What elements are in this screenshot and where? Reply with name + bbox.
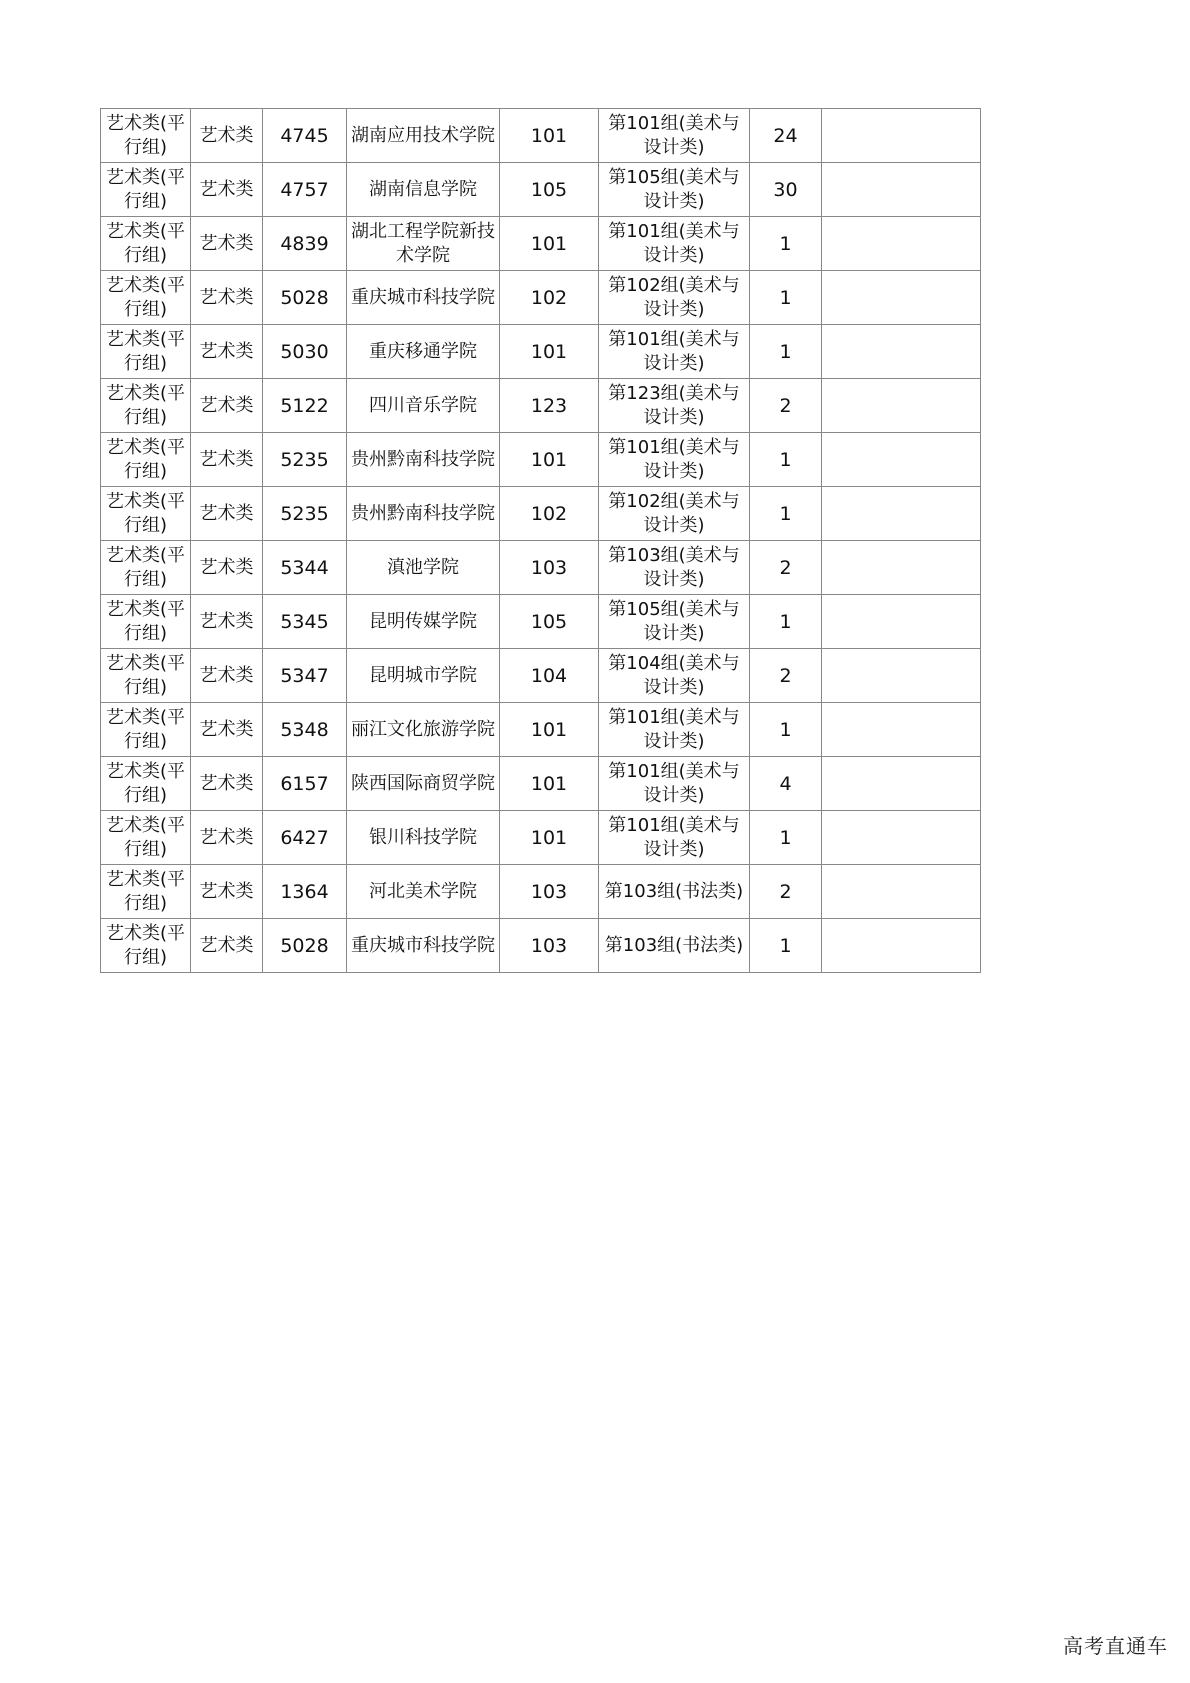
category-cell: 艺术类(平行组) (101, 163, 191, 217)
group-name-cell: 第101组(美术与设计类) (599, 217, 750, 271)
table-row (101, 865, 981, 919)
count-cell: 1 (750, 919, 822, 973)
count-cell: 1 (750, 703, 822, 757)
school-code-cell: 4839 (263, 217, 347, 271)
category-cell: 艺术类(平行组) (101, 757, 191, 811)
category-cell: 艺术类(平行组) (101, 487, 191, 541)
table-row (101, 379, 981, 433)
type-cell: 艺术类 (191, 433, 263, 487)
count-cell: 1 (750, 811, 822, 865)
watermark-text: 高考直通车 (1063, 1634, 1168, 1658)
school-name-cell: 贵州黔南科技学院 (347, 487, 500, 541)
group-code-cell: 101 (500, 757, 599, 811)
type-cell: 艺术类 (191, 919, 263, 973)
note-cell (822, 379, 981, 433)
group-name-cell: 第101组(美术与设计类) (599, 757, 750, 811)
table-row (101, 811, 981, 865)
group-name-cell: 第101组(美术与设计类) (599, 325, 750, 379)
type-cell: 艺术类 (191, 703, 263, 757)
count-cell: 1 (750, 325, 822, 379)
note-cell (822, 163, 981, 217)
note-cell (822, 919, 981, 973)
count-cell: 1 (750, 595, 822, 649)
school-code-cell: 5347 (263, 649, 347, 703)
count-cell: 1 (750, 433, 822, 487)
school-name-cell: 重庆城市科技学院 (347, 919, 500, 973)
type-cell: 艺术类 (191, 325, 263, 379)
table-row (101, 433, 981, 487)
group-code-cell: 101 (500, 433, 599, 487)
note-cell (822, 109, 981, 163)
type-cell: 艺术类 (191, 487, 263, 541)
group-name-cell: 第101组(美术与设计类) (599, 433, 750, 487)
school-code-cell: 5235 (263, 487, 347, 541)
count-cell: 2 (750, 379, 822, 433)
table-row (101, 109, 981, 163)
table-row (101, 163, 981, 217)
type-cell: 艺术类 (191, 217, 263, 271)
note-cell (822, 757, 981, 811)
category-cell: 艺术类(平行组) (101, 811, 191, 865)
table-row (101, 541, 981, 595)
category-cell: 艺术类(平行组) (101, 703, 191, 757)
count-cell: 1 (750, 487, 822, 541)
note-cell (822, 271, 981, 325)
group-name-cell: 第103组(书法类) (599, 865, 750, 919)
school-code-cell: 6427 (263, 811, 347, 865)
table-row (101, 487, 981, 541)
category-cell: 艺术类(平行组) (101, 595, 191, 649)
count-cell: 4 (750, 757, 822, 811)
school-name-cell: 陕西国际商贸学院 (347, 757, 500, 811)
school-name-cell: 湖南应用技术学院 (347, 109, 500, 163)
category-cell: 艺术类(平行组) (101, 649, 191, 703)
school-name-cell: 银川科技学院 (347, 811, 500, 865)
note-cell (822, 703, 981, 757)
group-code-cell: 103 (500, 919, 599, 973)
school-code-cell: 1364 (263, 865, 347, 919)
school-name-cell: 滇池学院 (347, 541, 500, 595)
note-cell (822, 595, 981, 649)
table-row (101, 325, 981, 379)
note-cell (822, 433, 981, 487)
group-code-cell: 105 (500, 163, 599, 217)
note-cell (822, 865, 981, 919)
school-name-cell: 重庆移通学院 (347, 325, 500, 379)
school-name-cell: 湖南信息学院 (347, 163, 500, 217)
group-name-cell: 第102组(美术与设计类) (599, 487, 750, 541)
school-name-cell: 河北美术学院 (347, 865, 500, 919)
note-cell (822, 217, 981, 271)
category-cell: 艺术类(平行组) (101, 217, 191, 271)
group-name-cell: 第105组(美术与设计类) (599, 163, 750, 217)
note-cell (822, 649, 981, 703)
category-cell: 艺术类(平行组) (101, 865, 191, 919)
group-code-cell: 101 (500, 703, 599, 757)
school-name-cell: 重庆城市科技学院 (347, 271, 500, 325)
table-row (101, 757, 981, 811)
group-code-cell: 105 (500, 595, 599, 649)
count-cell: 2 (750, 649, 822, 703)
category-cell: 艺术类(平行组) (101, 379, 191, 433)
group-name-cell: 第103组(美术与设计类) (599, 541, 750, 595)
group-code-cell: 123 (500, 379, 599, 433)
category-cell: 艺术类(平行组) (101, 541, 191, 595)
group-code-cell: 101 (500, 109, 599, 163)
type-cell: 艺术类 (191, 595, 263, 649)
school-name-cell: 昆明传媒学院 (347, 595, 500, 649)
school-code-cell: 5028 (263, 271, 347, 325)
school-code-cell: 5345 (263, 595, 347, 649)
category-cell: 艺术类(平行组) (101, 919, 191, 973)
count-cell: 24 (750, 109, 822, 163)
table-row (101, 271, 981, 325)
group-name-cell: 第105组(美术与设计类) (599, 595, 750, 649)
note-cell (822, 811, 981, 865)
table-row (101, 595, 981, 649)
type-cell: 艺术类 (191, 541, 263, 595)
group-code-cell: 101 (500, 217, 599, 271)
group-name-cell: 第103组(书法类) (599, 919, 750, 973)
school-name-cell: 丽江文化旅游学院 (347, 703, 500, 757)
admission-table (100, 108, 981, 973)
category-cell: 艺术类(平行组) (101, 109, 191, 163)
school-code-cell: 5344 (263, 541, 347, 595)
school-code-cell: 5028 (263, 919, 347, 973)
school-name-cell: 昆明城市学院 (347, 649, 500, 703)
table-row (101, 217, 981, 271)
group-code-cell: 102 (500, 271, 599, 325)
school-code-cell: 5348 (263, 703, 347, 757)
count-cell: 1 (750, 271, 822, 325)
note-cell (822, 487, 981, 541)
group-code-cell: 101 (500, 811, 599, 865)
group-name-cell: 第101组(美术与设计类) (599, 811, 750, 865)
type-cell: 艺术类 (191, 109, 263, 163)
count-cell: 2 (750, 541, 822, 595)
count-cell: 2 (750, 865, 822, 919)
school-code-cell: 5030 (263, 325, 347, 379)
school-code-cell: 6157 (263, 757, 347, 811)
count-cell: 30 (750, 163, 822, 217)
group-code-cell: 103 (500, 865, 599, 919)
school-code-cell: 5122 (263, 379, 347, 433)
group-code-cell: 103 (500, 541, 599, 595)
table-body (101, 109, 981, 973)
table-row (101, 703, 981, 757)
count-cell: 1 (750, 217, 822, 271)
type-cell: 艺术类 (191, 379, 263, 433)
school-code-cell: 4757 (263, 163, 347, 217)
group-name-cell: 第104组(美术与设计类) (599, 649, 750, 703)
group-name-cell: 第102组(美术与设计类) (599, 271, 750, 325)
group-name-cell: 第123组(美术与设计类) (599, 379, 750, 433)
note-cell (822, 541, 981, 595)
group-name-cell: 第101组(美术与设计类) (599, 109, 750, 163)
group-code-cell: 102 (500, 487, 599, 541)
group-code-cell: 101 (500, 325, 599, 379)
school-code-cell: 4745 (263, 109, 347, 163)
note-cell (822, 325, 981, 379)
category-cell: 艺术类(平行组) (101, 325, 191, 379)
group-code-cell: 104 (500, 649, 599, 703)
type-cell: 艺术类 (191, 271, 263, 325)
category-cell: 艺术类(平行组) (101, 433, 191, 487)
type-cell: 艺术类 (191, 163, 263, 217)
group-name-cell: 第101组(美术与设计类) (599, 703, 750, 757)
type-cell: 艺术类 (191, 649, 263, 703)
table-row (101, 649, 981, 703)
table-row (101, 919, 981, 973)
school-name-cell: 贵州黔南科技学院 (347, 433, 500, 487)
school-name-cell: 湖北工程学院新技术学院 (347, 217, 500, 271)
category-cell: 艺术类(平行组) (101, 271, 191, 325)
type-cell: 艺术类 (191, 811, 263, 865)
type-cell: 艺术类 (191, 757, 263, 811)
school-name-cell: 四川音乐学院 (347, 379, 500, 433)
type-cell: 艺术类 (191, 865, 263, 919)
school-code-cell: 5235 (263, 433, 347, 487)
